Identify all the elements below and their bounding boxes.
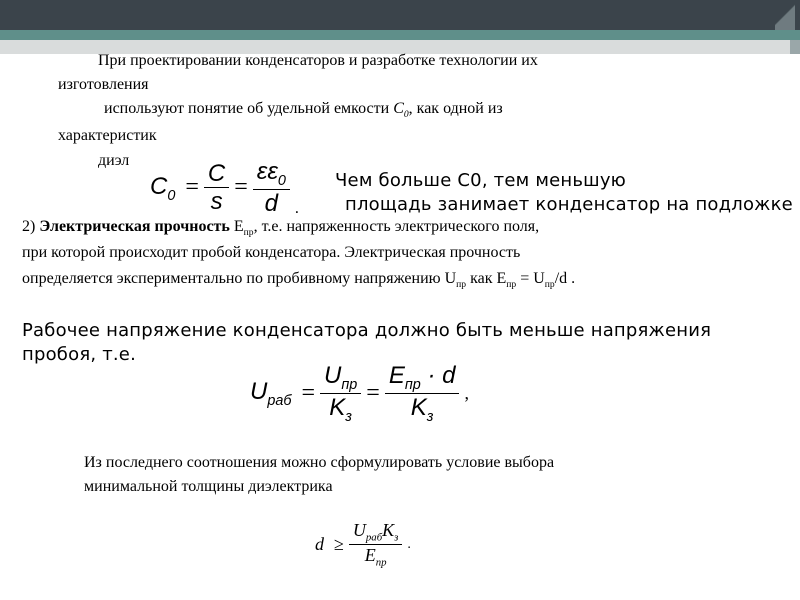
header-teal-stripe — [0, 30, 800, 40]
strength-line-1 — [22, 218, 539, 238]
intro-line-2: изготовления — [58, 76, 149, 93]
strength-number: 2) — [22, 218, 36, 235]
formula-min-thickness — [310, 520, 416, 569]
formula3-relation: ≥ — [334, 534, 344, 554]
intro-line-5: диэл — [98, 152, 130, 169]
intro-line-3-text: используют понятие об удельной емкости — [104, 100, 390, 117]
formula1-tail: . — [294, 199, 299, 217]
intro-line-3-tail: , как одной из — [408, 100, 503, 117]
work-voltage-line-1: Рабочее напряжение конденсатора должно быть меньше напряжения — [22, 320, 712, 341]
formula1-eq2: = — [234, 174, 248, 201]
formula1-lhs: $C_0$ — [150, 172, 176, 204]
strength-term: Электрическая прочность — [39, 218, 230, 235]
formula2-frac2: $\frac{E_{пр} \cdot d}{K_з}$ — [385, 362, 460, 426]
formula2-eq1: = — [301, 380, 315, 407]
formula2-tail: , — [464, 383, 469, 404]
strength-rest: , т.е. напряженность электрического поля, — [253, 218, 540, 235]
intro-line-1: При проектировании конденсаторов и разработке технологии их — [98, 52, 538, 69]
formula3-lhs: d — [315, 534, 324, 554]
note-line-2: площадь занимает конденсатор на подложке — [345, 194, 793, 215]
conclusion-line-1: Из последнего соотношения можно сформулировать условие выбора — [84, 454, 555, 471]
note-line-1: Чем больше C0, тем меньшую — [335, 170, 627, 191]
strength-symbol: $E_{пр}$ — [233, 218, 254, 239]
strength-line-3: определяется экспериментально по пробивному напряжению $U_{пр}$ как $E_{пр} = U_{пр}/d$ . — [22, 270, 576, 291]
formula-specific-capacity — [145, 158, 304, 218]
header-stripe-shadow — [790, 40, 800, 54]
conclusion-line-2: минимальной толщины диэлектрика — [84, 478, 333, 495]
formula2-eq2: = — [366, 380, 380, 407]
formula1-frac2: $\frac{\varepsilon\varepsilon_0}{d}$ — [253, 158, 290, 218]
formula1-frac1: $\frac{C}{s}$ — [204, 160, 229, 216]
intro-line-4: характеристик — [58, 127, 157, 144]
work-voltage-line-2: пробоя, т.е. — [22, 344, 136, 365]
formula2-lhs: $U_{раб}$ — [250, 378, 292, 410]
formula1-eq1: = — [185, 174, 199, 201]
intro-line-3 — [104, 100, 503, 120]
formula3-frac: $\frac{U_{раб}K_з}{E_{пр}}$ — [349, 520, 402, 569]
formula-working-voltage — [245, 362, 474, 426]
intro-capacity-symbol: $C_0$ — [393, 100, 409, 121]
header-corner-decoration — [775, 0, 795, 30]
formula2-frac1: $\frac{U_{пр}}{K_з}$ — [320, 362, 361, 426]
formula3-tail: . — [407, 536, 411, 552]
slide-header-bar — [0, 0, 800, 30]
strength-line-2: при которой происходит пробой конденсатора. Электрическая прочность — [22, 244, 521, 261]
